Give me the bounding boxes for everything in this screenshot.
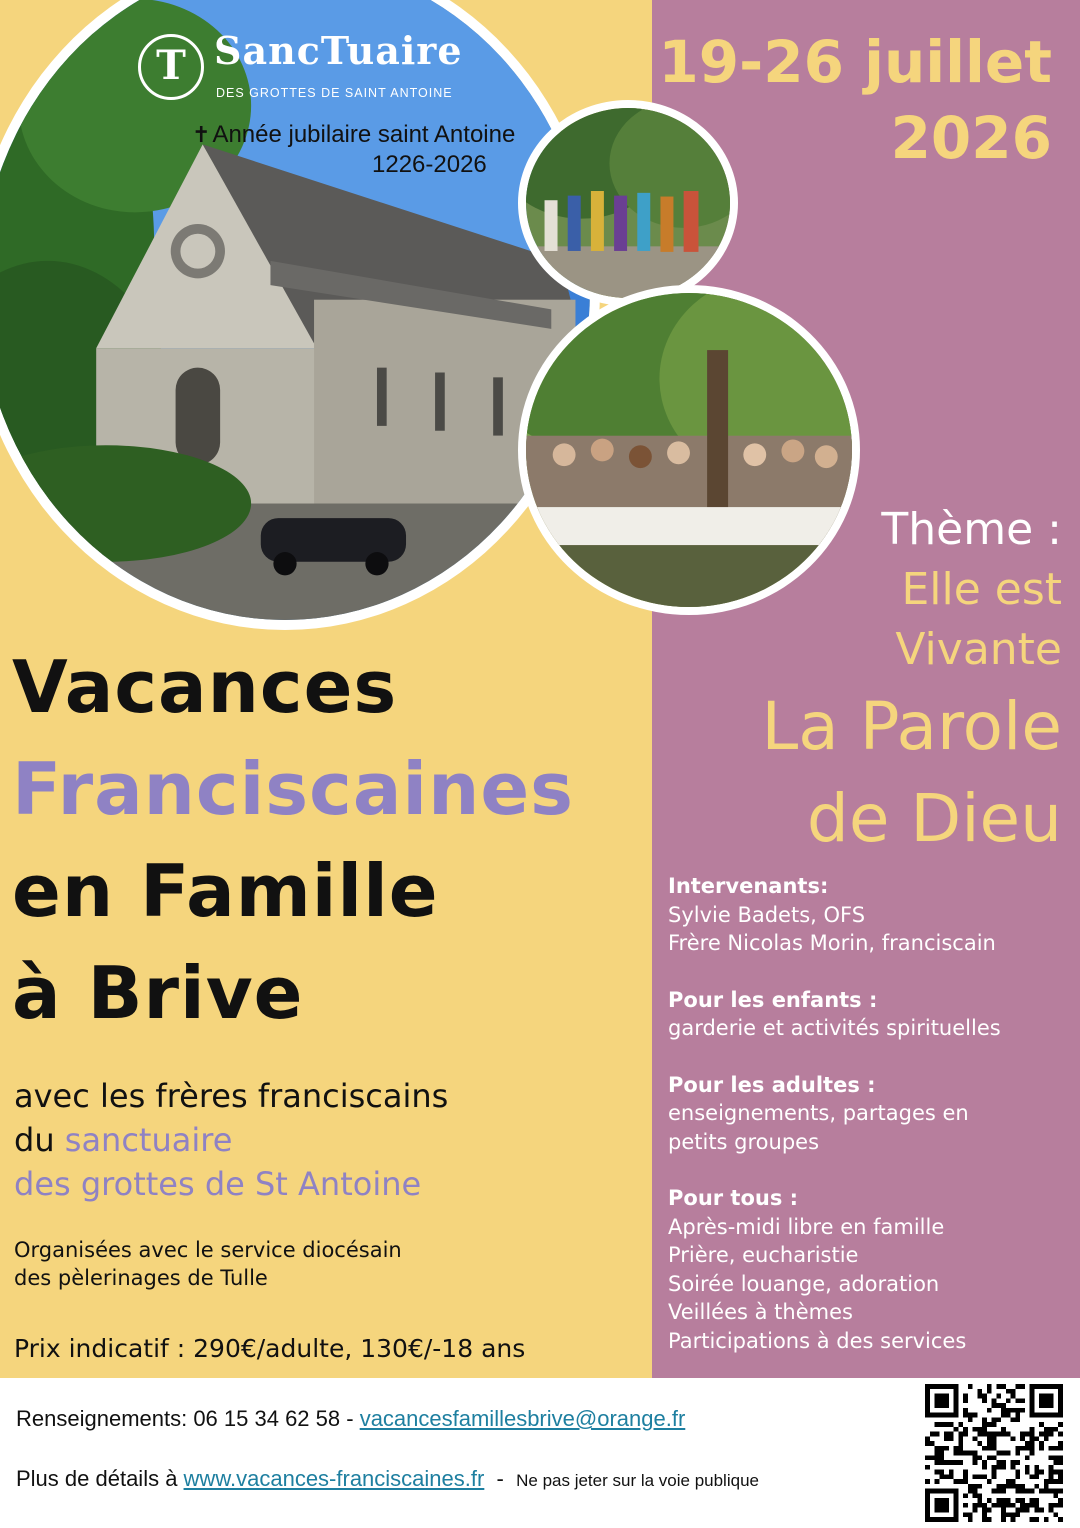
details-label: Plus de détails à: [16, 1466, 184, 1491]
speakers-heading: Intervenants:: [668, 874, 829, 898]
adults-block: [668, 1071, 1068, 1157]
all-item: Veillées à thèmes: [668, 1300, 853, 1324]
website-link[interactable]: www.vacances-franciscaines.fr: [183, 1466, 485, 1491]
adults-item: enseignements, partages en: [668, 1101, 969, 1125]
theme-line1: Elle est: [901, 564, 1062, 615]
hosts-line3: des grottes de St Antoine: [14, 1165, 422, 1203]
theme-line4: de Dieu: [806, 780, 1062, 857]
hosts-line2-highlight: sanctuaire: [64, 1121, 233, 1159]
speakers-block: [668, 872, 1068, 958]
jubilee-years: 1226-2026: [372, 151, 487, 178]
all-block: [668, 1184, 1068, 1355]
all-heading: Pour tous :: [668, 1186, 799, 1210]
all-item: Soirée louange, adoration: [668, 1271, 940, 1296]
title-line2: Franciscaines: [12, 747, 575, 831]
organizer-text: [14, 1236, 402, 1292]
all-item: Prière, eucharistie: [668, 1243, 859, 1267]
hosts-line2-prefix: du: [14, 1121, 65, 1159]
event-date-line1: 19-26 juillet: [658, 28, 1052, 96]
event-date: [658, 24, 1052, 176]
details-line: [16, 1466, 759, 1492]
litter-notice: Ne pas jeter sur la voie publique: [516, 1471, 759, 1490]
title-line1: Vacances: [12, 645, 398, 729]
speaker-item: Frère Nicolas Morin, franciscain: [668, 931, 996, 955]
logo-name: SancTuaire: [214, 28, 463, 73]
footer-contact-box: [0, 1378, 902, 1528]
kids-item: garderie et activités spirituelles: [668, 1016, 1001, 1040]
cross-icon: ✝: [192, 122, 211, 147]
hosts-line2: [14, 1118, 448, 1162]
all-item: Après-midi libre en famille: [668, 1214, 945, 1239]
hosts-line1: avec les frères franciscains: [14, 1077, 449, 1115]
contact-line: [16, 1406, 685, 1432]
adults-item: petits groupes: [668, 1129, 820, 1154]
organizer-line2: des pèlerinages de Tulle: [14, 1266, 268, 1290]
theme-label: Thème :: [881, 504, 1062, 555]
footer: [0, 1378, 1080, 1528]
title-line4: à Brive: [12, 951, 304, 1035]
tau-cross-icon: T: [138, 34, 204, 100]
jubilee-line1: Année jubilaire saint Antoine: [212, 121, 516, 148]
logo-subtitle: DES GROTTES DE SAINT ANTOINE: [216, 86, 453, 100]
footer-separator: -: [484, 1466, 517, 1491]
jubilee-caption: [192, 120, 515, 180]
contact-email-link[interactable]: vacancesfamillesbrive@orange.fr: [359, 1406, 686, 1431]
price-text: Prix indicatif : 290€/adulte, 130€/-18 ans: [14, 1334, 526, 1363]
event-date-line2: 2026: [890, 104, 1052, 172]
organizer-line1: Organisées avec le service diocésain: [14, 1238, 402, 1262]
qr-code-icon: [922, 1384, 1066, 1522]
qr-code[interactable]: [922, 1384, 1066, 1522]
contact-label: Renseignements: 06 15 34 62 58 -: [16, 1406, 360, 1431]
hosts-text: [14, 1074, 448, 1206]
kids-heading: Pour les enfants :: [668, 987, 878, 1012]
kids-block: [668, 986, 1068, 1043]
adults-heading: Pour les adultes :: [668, 1072, 876, 1097]
title-line3: en Famille: [12, 849, 439, 933]
theme-block: [762, 500, 1062, 864]
speaker-item: Sylvie Badets, OFS: [668, 902, 866, 927]
event-title: [12, 636, 574, 1044]
sanctuary-logo: [138, 28, 463, 108]
theme-line2: Vivante: [895, 624, 1062, 675]
all-item: Participations à des services: [668, 1328, 967, 1353]
program-info: [668, 872, 1068, 1383]
theme-line3: La Parole: [761, 688, 1062, 765]
